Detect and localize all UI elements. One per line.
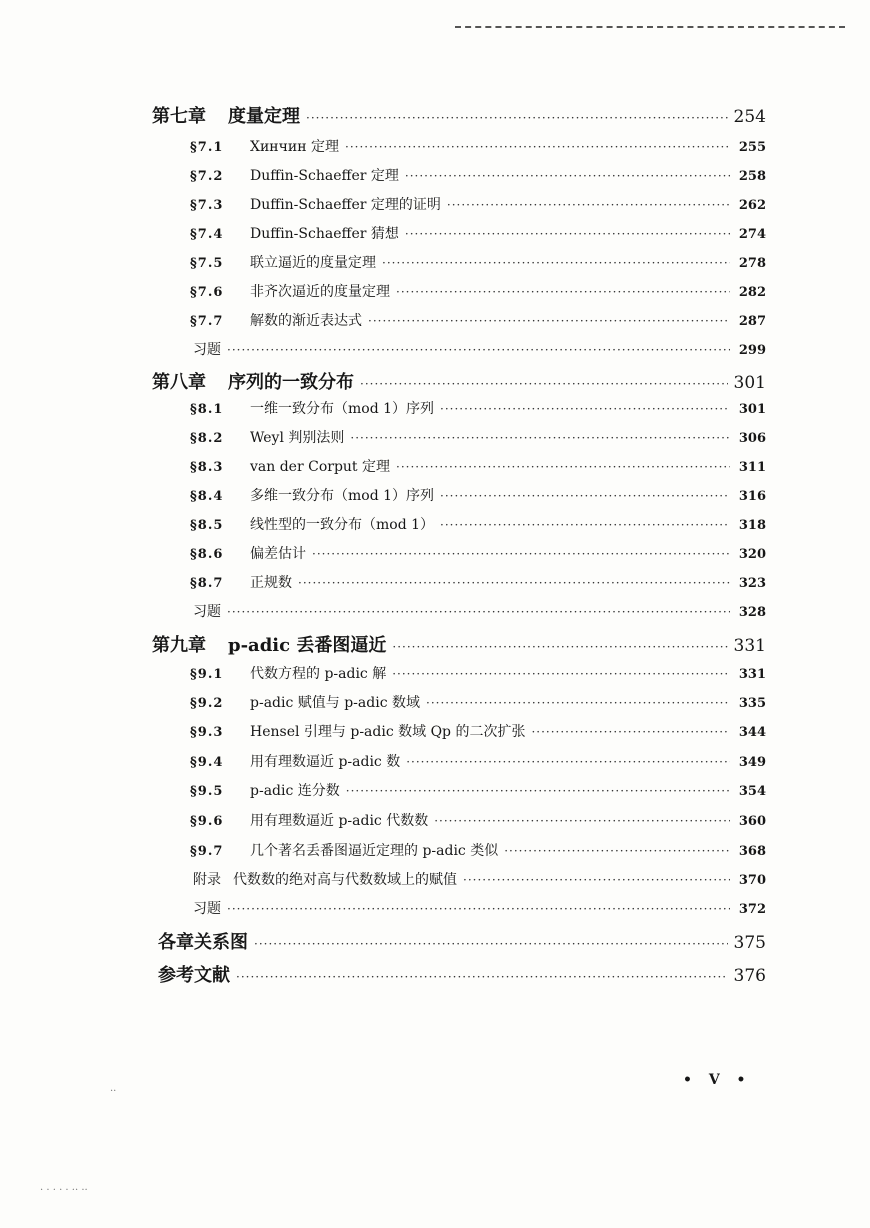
section-number: §7.2 xyxy=(190,169,224,184)
chapter-label: 第八章 xyxy=(152,372,206,393)
dot-leader xyxy=(406,755,730,769)
toc-appendix[interactable] xyxy=(193,869,766,889)
toc-section[interactable] xyxy=(190,310,766,330)
page-number: 323 xyxy=(738,576,766,591)
appendix-title: 代数数的绝对高与代数数域上的赋值 xyxy=(233,872,457,888)
section-title: p-adic 连分数 xyxy=(250,783,340,799)
toc-section[interactable] xyxy=(190,572,766,592)
dot-leader xyxy=(531,725,730,739)
chapter-title: p-adic 丢番图逼近 xyxy=(228,635,387,656)
section-number: §9.6 xyxy=(190,814,224,829)
page-number: 287 xyxy=(738,314,766,329)
section-title: 用有理数逼近 p-adic 代数数 xyxy=(250,813,429,829)
toc-section[interactable] xyxy=(190,810,766,830)
toc-section[interactable] xyxy=(190,692,766,712)
toc-exercises[interactable] xyxy=(193,601,766,621)
toc-chapter-7[interactable] xyxy=(152,102,766,128)
dot-leader xyxy=(440,402,730,416)
section-title: 线性型的一致分布（mod 1） xyxy=(250,517,435,533)
toc-exercises[interactable] xyxy=(193,339,766,359)
dot-leader xyxy=(396,460,730,474)
section-title: Hensel 引理与 p-adic 数域 Qp 的二次扩张 xyxy=(250,724,526,740)
page-number: 354 xyxy=(738,784,766,799)
dot-leader xyxy=(254,937,728,951)
dot-leader xyxy=(392,640,727,654)
page-number: 372 xyxy=(738,902,766,917)
toc-section[interactable] xyxy=(190,751,766,771)
section-title: 多维一致分布（mod 1）序列 xyxy=(250,488,435,504)
section-number: §9.2 xyxy=(190,696,224,711)
appendix-label: 附录 xyxy=(193,872,221,888)
exercises-title: 习题 xyxy=(193,342,221,358)
toc-section[interactable] xyxy=(190,663,766,683)
toc-section[interactable] xyxy=(190,194,766,214)
toc-section[interactable] xyxy=(190,485,766,505)
dot-leader xyxy=(396,285,730,299)
page-number: 301 xyxy=(733,373,766,393)
page-number: 274 xyxy=(738,227,766,242)
page-number: 360 xyxy=(738,814,766,829)
chapter-title: 度量定理 xyxy=(228,106,300,127)
toc-chapter-8[interactable] xyxy=(152,368,766,394)
page-number: 376 xyxy=(733,966,766,986)
section-number: §8.6 xyxy=(190,547,224,562)
scan-speck: . . . . . .. .. xyxy=(40,1182,88,1193)
toc-section[interactable] xyxy=(190,252,766,272)
section-number: §7.3 xyxy=(190,198,224,213)
dot-leader xyxy=(426,696,730,710)
dot-leader xyxy=(298,576,730,590)
page-number: 255 xyxy=(738,140,766,155)
section-number: §9.3 xyxy=(190,725,224,740)
dot-leader xyxy=(392,667,730,681)
section-title: Duffin-Schaeffer 定理 xyxy=(250,168,399,184)
dot-leader xyxy=(440,518,730,532)
dot-leader xyxy=(405,169,730,183)
section-title: 几个著名丢番图逼近定理的 p-adic 类似 xyxy=(250,843,499,859)
section-number: §9.4 xyxy=(190,755,224,770)
section-title: 代数方程的 p-adic 解 xyxy=(250,666,387,682)
section-number: §9.5 xyxy=(190,784,224,799)
toc-section[interactable] xyxy=(190,223,766,243)
toc-section[interactable] xyxy=(190,514,766,534)
section-number: §8.3 xyxy=(190,460,224,475)
section-title: 非齐次逼近的度量定理 xyxy=(250,284,390,300)
toc-section[interactable] xyxy=(190,281,766,301)
page-number: 344 xyxy=(738,725,766,740)
section-title: 正规数 xyxy=(250,575,292,591)
page-number: 370 xyxy=(738,873,766,888)
dot-leader xyxy=(227,605,730,619)
section-title: 用有理数逼近 p-adic 数 xyxy=(250,754,401,770)
toc-section[interactable] xyxy=(190,840,766,860)
dot-leader xyxy=(360,377,728,391)
section-number: §8.7 xyxy=(190,576,224,591)
roman-page-mark: • V • xyxy=(683,1072,752,1088)
section-title: 偏差估计 xyxy=(250,546,306,562)
toc-section[interactable] xyxy=(190,543,766,563)
chapter-label: 第九章 xyxy=(152,635,206,656)
dot-leader xyxy=(346,784,730,798)
header-dash-line xyxy=(455,26,845,28)
page-number: 306 xyxy=(738,431,766,446)
dot-leader xyxy=(405,227,730,241)
page-number: 301 xyxy=(738,402,766,417)
dot-leader xyxy=(350,431,730,445)
section-number: §8.4 xyxy=(190,489,224,504)
page-number: 316 xyxy=(738,489,766,504)
section-number: §8.5 xyxy=(190,518,224,533)
scan-speck: .. xyxy=(110,1083,117,1094)
page-number: 349 xyxy=(738,755,766,770)
exercises-title: 习题 xyxy=(193,901,221,917)
dot-leader xyxy=(504,844,730,858)
section-title: van der Corput 定理 xyxy=(250,459,390,475)
dot-leader xyxy=(434,814,730,828)
section-title: p-adic 赋值与 p-adic 数域 xyxy=(250,695,420,711)
toc-references[interactable] xyxy=(158,961,766,987)
page-number: 311 xyxy=(738,460,766,475)
section-number: §9.1 xyxy=(190,667,224,682)
page-number: 262 xyxy=(738,198,766,213)
toc-section[interactable] xyxy=(190,721,766,741)
page-number: 254 xyxy=(733,107,766,127)
section-number: §7.4 xyxy=(190,227,224,242)
chapter-title: 序列的一致分布 xyxy=(228,372,354,393)
dot-leader xyxy=(306,111,728,125)
page-number: 328 xyxy=(738,605,766,620)
exercises-title: 习题 xyxy=(193,604,221,620)
dot-leader xyxy=(440,489,730,503)
section-title: Weyl 判别法则 xyxy=(250,430,345,446)
back-matter-title: 各章关系图 xyxy=(158,932,248,953)
section-number: §7.1 xyxy=(190,140,224,155)
page-number: 318 xyxy=(738,518,766,533)
section-title: 一维一致分布（mod 1）序列 xyxy=(250,401,435,417)
page-number: 375 xyxy=(733,933,766,953)
section-title: Duffin-Schaeffer 定理的证明 xyxy=(250,197,441,213)
dot-leader xyxy=(345,140,730,154)
section-number: §9.7 xyxy=(190,844,224,859)
section-number: §7.7 xyxy=(190,314,224,329)
toc-section[interactable] xyxy=(190,136,766,156)
page-number: 331 xyxy=(733,636,766,656)
dot-leader xyxy=(236,970,728,984)
page-number: 331 xyxy=(738,667,766,682)
page-number: 368 xyxy=(738,844,766,859)
toc-section[interactable] xyxy=(190,456,766,476)
dot-leader xyxy=(227,343,730,357)
dot-leader xyxy=(368,314,730,328)
page-number: 282 xyxy=(738,285,766,300)
dot-leader xyxy=(312,547,730,561)
page-number: 299 xyxy=(738,343,766,358)
chapter-label: 第七章 xyxy=(152,106,206,127)
dot-leader xyxy=(463,873,730,887)
back-matter-title: 参考文献 xyxy=(158,965,230,986)
toc-section[interactable] xyxy=(190,427,766,447)
section-title: 解数的渐近表达式 xyxy=(250,313,362,329)
section-title: 联立逼近的度量定理 xyxy=(250,255,376,271)
page-number: 335 xyxy=(738,696,766,711)
toc-chapter-relations[interactable] xyxy=(158,928,766,954)
page-number: 278 xyxy=(738,256,766,271)
section-number: §7.6 xyxy=(190,285,224,300)
toc-section[interactable] xyxy=(190,398,766,418)
toc-chapter-9[interactable] xyxy=(152,631,766,657)
section-title: Хинчин 定理 xyxy=(250,139,339,155)
section-number: §8.1 xyxy=(190,402,224,417)
dot-leader xyxy=(447,198,730,212)
toc-section[interactable] xyxy=(190,780,766,800)
section-number: §7.5 xyxy=(190,256,224,271)
section-title: Duffin-Schaeffer 猜想 xyxy=(250,226,399,242)
dot-leader xyxy=(382,256,730,270)
section-number: §8.2 xyxy=(190,431,224,446)
page-number: 258 xyxy=(738,169,766,184)
page-number: 320 xyxy=(738,547,766,562)
toc-section[interactable] xyxy=(190,165,766,185)
dot-leader xyxy=(227,902,730,916)
toc-exercises[interactable] xyxy=(193,898,766,918)
